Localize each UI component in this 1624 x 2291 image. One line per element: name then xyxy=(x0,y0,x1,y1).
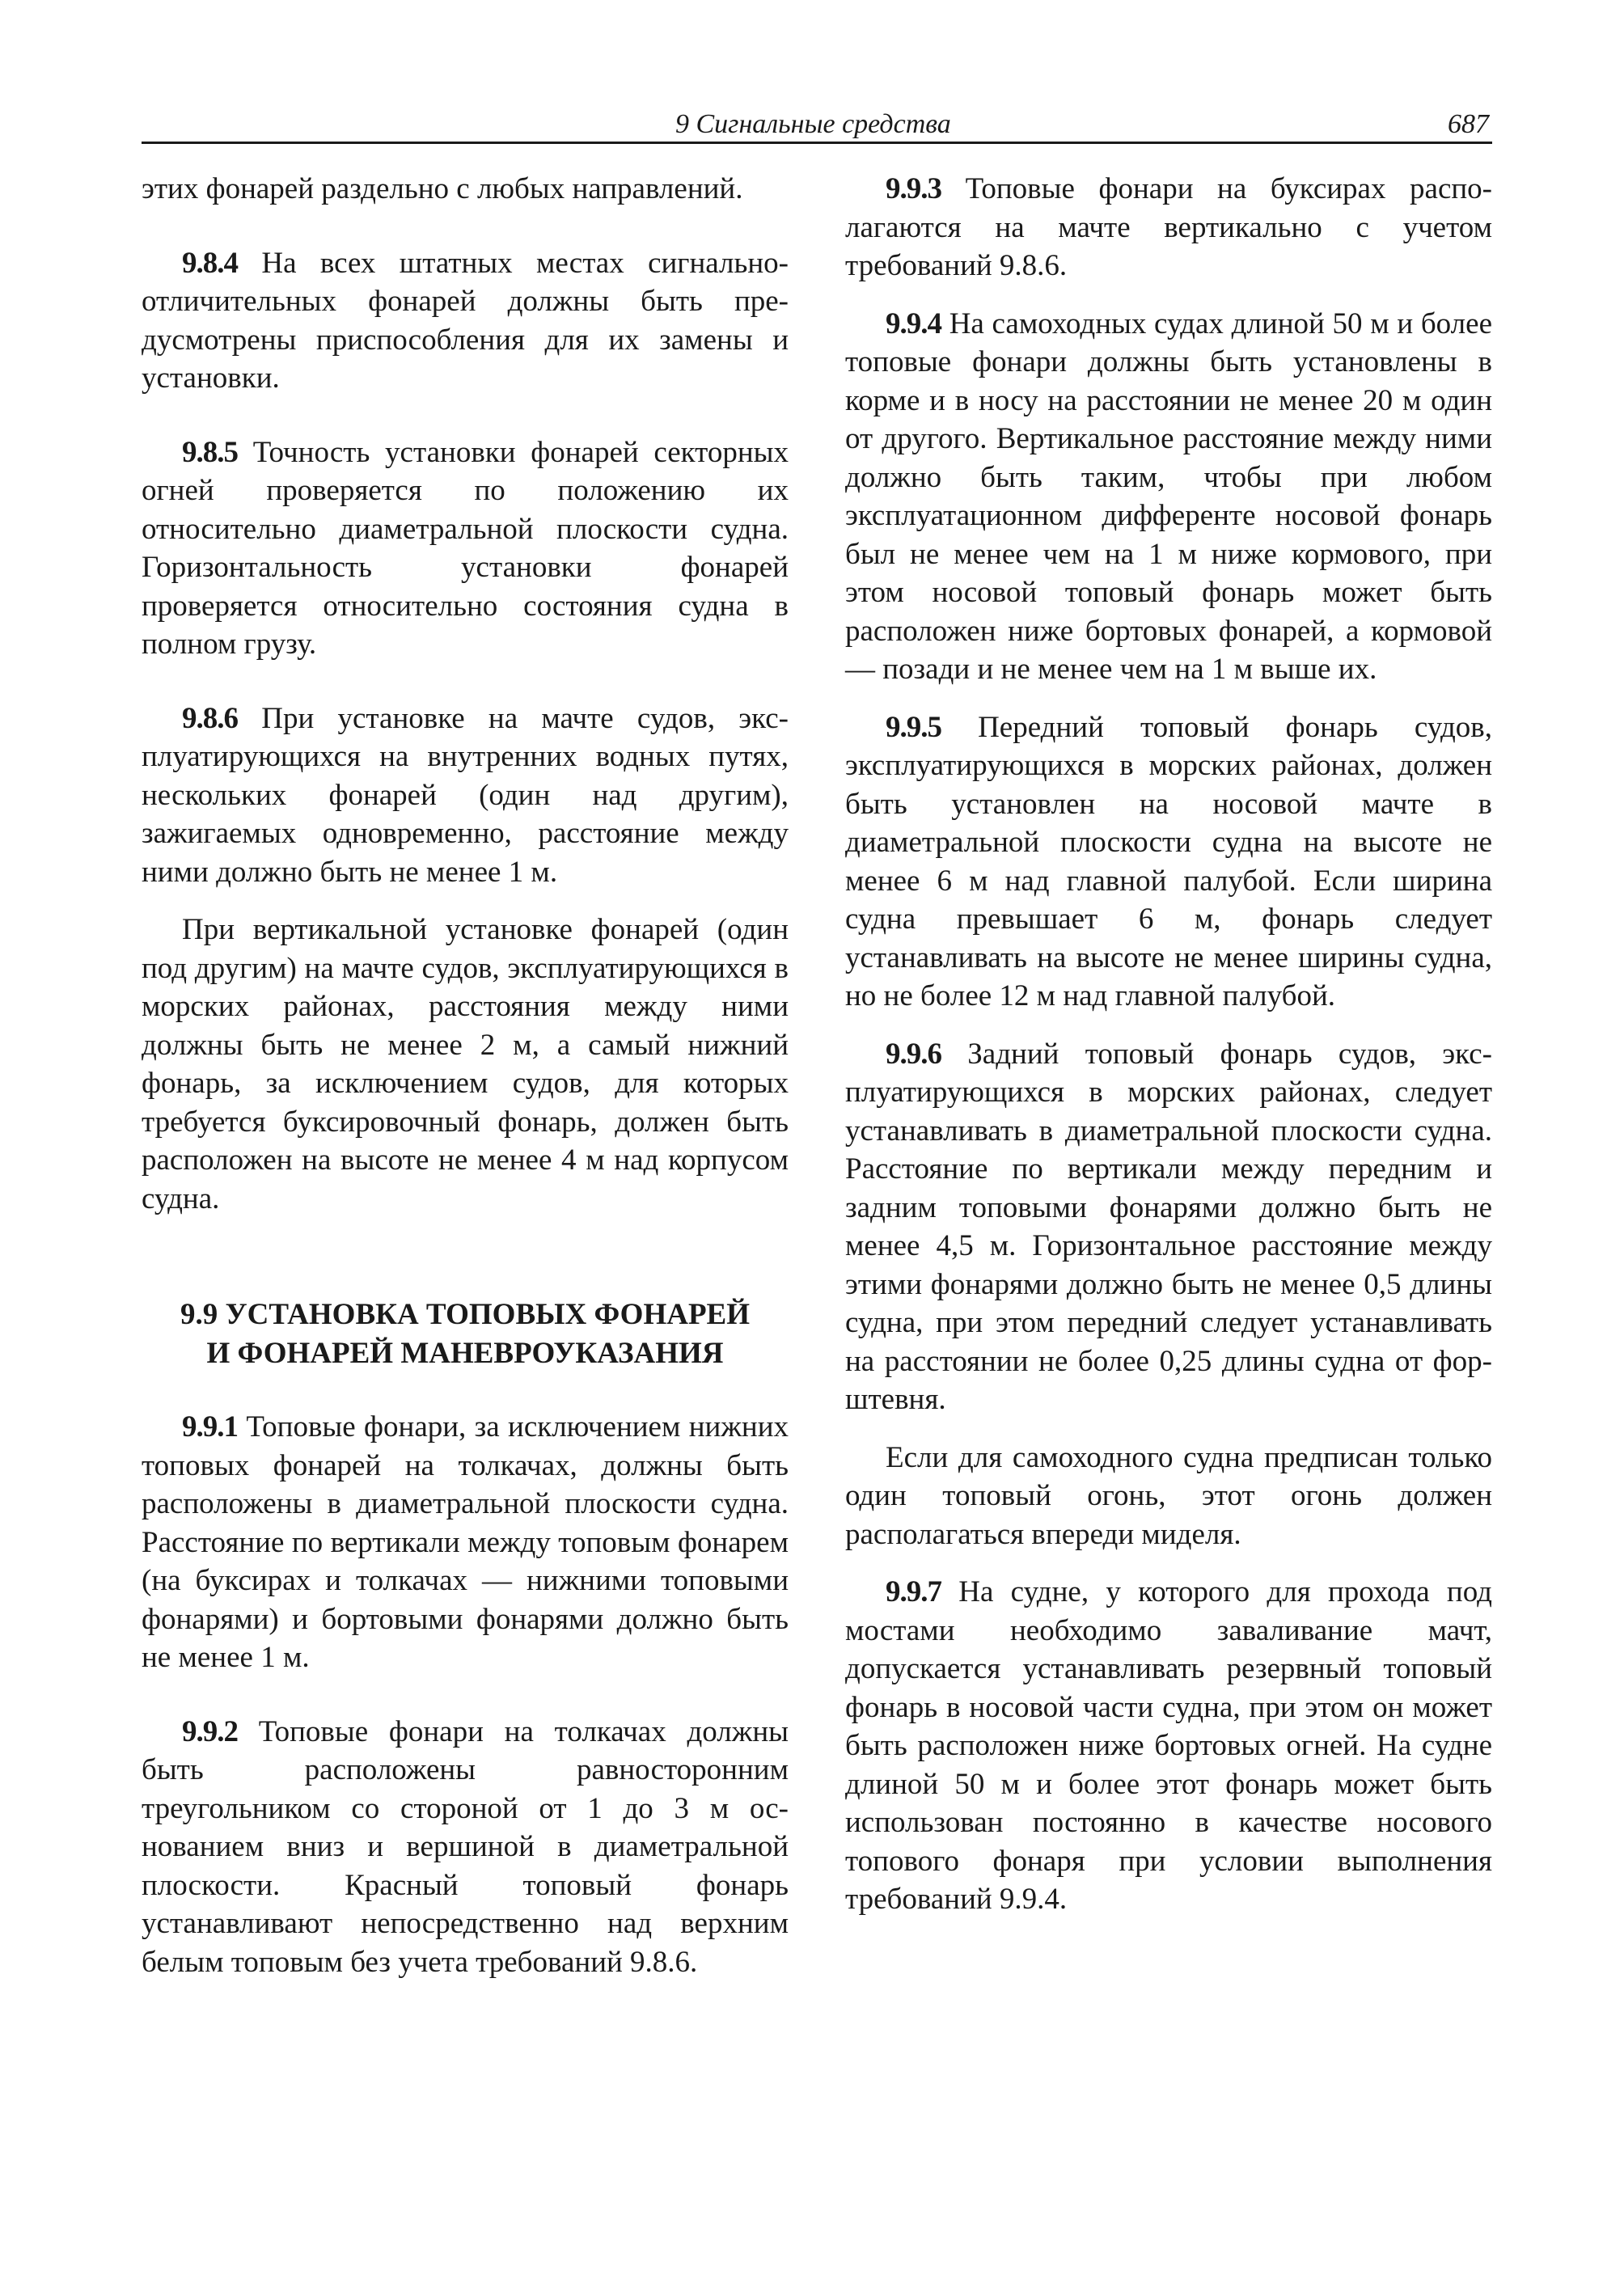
page-header xyxy=(142,104,1492,144)
clause-9-9-1 xyxy=(142,1408,789,1677)
clause-number: 9.9.6 xyxy=(886,1037,941,1071)
clause-text: Топовые фонари на толкачах должны быть расположены равносторонним треугольником со стороной от 1 до 3 м основанием вниз и вершиной в диаметральной плоскости. Красный топовый фонарь устанавливают непосредственно над верхним белым топовым без учета требований 9.8.6. xyxy=(142,1714,789,1979)
clause-number: 9.8.5 xyxy=(182,435,238,469)
clause-text: На судне, у которого для прохода под мостами необходимо заваливание мачт, допускается устанавливать резервный топовый фонарь в носовой части судна, при этом он может быть расположен ниже бортовых огней. На судне длиной 50 м и более этот фонарь может быть использован постоянно в качестве носового топового фонаря при условии выполнения требований 9.9.4. xyxy=(845,1575,1492,1916)
clause-9-8-6 xyxy=(142,700,789,892)
clause-9-8-5 xyxy=(142,433,789,664)
clause-text: На всех штатных местах сигнально-отличительных фонарей должны быть предусмотрены приспособления для их замены и установки. xyxy=(142,246,789,395)
clause-9-9-2 xyxy=(142,1713,789,1982)
running-title: 9 Сигнальные средства xyxy=(675,109,951,139)
left-column xyxy=(142,170,789,1981)
paragraph-continuation: этих фонарей раздельно с любых направлений. xyxy=(142,172,743,205)
clause-9-9-3 xyxy=(845,170,1492,285)
clause-text: Задний топовый фонарь судов, эксплуатирующихся в морских районах, следует устанавливать в диаметральной плоскости судна. Расстояние по вертикали между передним и задним топовыми фонарями должно быть не менее 4,5 м. Горизонтальное расстояние между этими фонарями должно быть не менее 0,5 длины судна, при этом передний следует устанавливать на расстоянии не более 0,25 длины судна от форштевня. xyxy=(845,1037,1492,1416)
clause-number: 9.9.3 xyxy=(886,172,941,205)
clause-9-8-4 xyxy=(142,244,789,398)
clause-9-9-6 xyxy=(845,1035,1492,1419)
clause-number: 9.8.6 xyxy=(182,701,238,735)
clause-text: Топовые фонари на буксирах располагаются на мачте вертикально с учетом требований 9.8.6. xyxy=(845,172,1492,282)
page-number: 687 xyxy=(1448,109,1489,139)
clause-9-9-5 xyxy=(845,708,1492,1016)
clause-number: 9.8.4 xyxy=(182,246,238,280)
section-heading: 9.9 УСТАНОВКА ТОПОВЫХ ФОНАРЕЙ И ФОНАРЕЙ МАНЕВРОУКАЗАНИЯ xyxy=(180,1298,751,1370)
clause-number: 9.9.7 xyxy=(886,1575,941,1608)
clause-9-9-6-continued: Если для самоходного судна предписан только один топовый огонь, этот огонь должен располагаться впереди миделя. xyxy=(845,1440,1492,1551)
clause-9-9-4 xyxy=(845,305,1492,689)
right-column xyxy=(845,170,1492,1919)
clause-number: 9.9.4 xyxy=(886,306,941,340)
clause-number: 9.9.2 xyxy=(182,1714,238,1748)
clause-text: Точность установки фонарей секторных огней проверяется по положению их относительно диаметральной плоскости судна. Горизонтальность установки фонарей проверяется относительно состояния судна в полном грузу. xyxy=(142,435,789,661)
clause-text: При установке на мачте судов, эксплуатирующихся на внутренних водных путях, нескольких фонарей (один над другим), зажигаемых одновременно, расстояние между ними должно быть не менее 1 м. xyxy=(142,701,789,889)
clause-number: 9.9.1 xyxy=(182,1410,238,1443)
clause-9-9-7 xyxy=(845,1573,1492,1919)
clause-number: 9.9.5 xyxy=(886,710,941,744)
clause-text: На самоходных судах длиной 50 м и более топовые фонари должны быть установлены в корме и в носу на расстоянии не менее 20 м один от другого. Вертикальное расстояние между ними должно быть таким, чтобы при любом эксплуатационном дифференте носовой фонарь был не менее чем на 1 м ниже кормового, при этом носовой топовый фонарь может быть расположен ниже бортовых фонарей, а кормовой — позади и не менее чем на 1 м выше их. xyxy=(845,306,1492,686)
clause-9-8-6-continued: При вертикальной установке фонарей (один под другим) на мачте судов, эксплуатирующихся в морских районах, расстояния между ними должны быть не менее 2 м, а самый нижний фонарь, за исключением судов, для которых требуется буксировочный фонарь, должен быть расположен на высоте не менее 4 м над корпусом судна. xyxy=(142,913,789,1215)
clause-text: Передний топовый фонарь судов, эксплуатирующихся в морских районах, должен быть установлен на носовой мачте в диаметральной плоскости судна на высоте не менее 6 м над главной палубой. Если ширина судна превышает 6 м, фонарь следует устанавливать на высоте не менее ширины судна, но не более 12 м над главной палубой. xyxy=(845,710,1492,1012)
clause-text: Топовые фонари, за исключением нижних топовых фонарей на толкачах, должны быть расположены в диаметральной плоскости судна. Расстояние по вертикали между топовым фонарем (на буксирах и толкачах — нижними топовыми фонарями) и бортовыми фонарями должно быть не менее 1 м. xyxy=(142,1410,789,1674)
